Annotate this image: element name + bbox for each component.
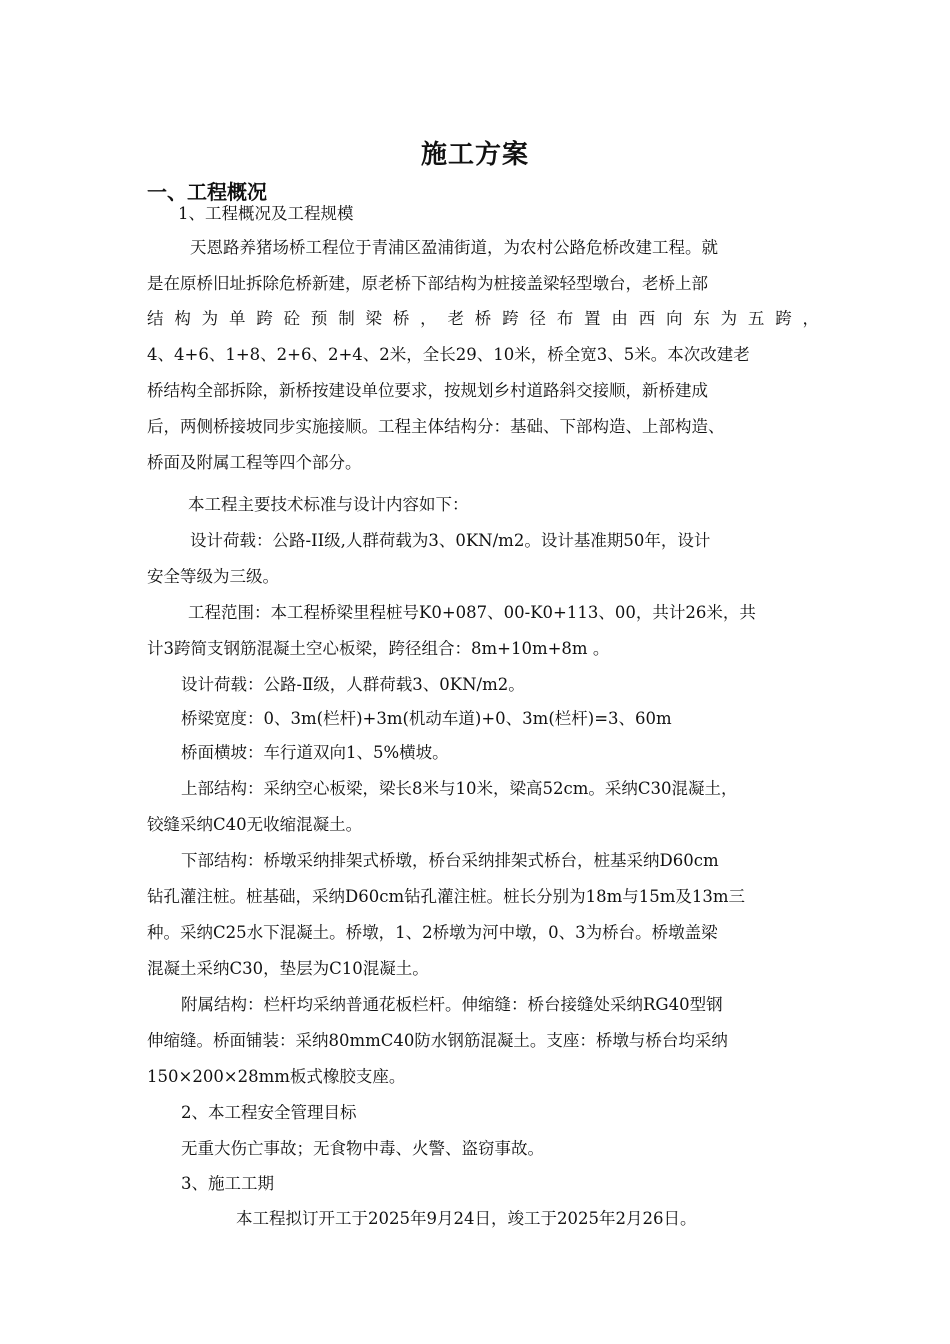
bridge-width: 桥梁宽度：0、3m(栏杆)+3m(机动车道)+0、3m(栏杆)=3、60m [181, 709, 672, 728]
paragraph-line: 桥结构全部拆除，新桥按建设单位要求，按规划乡村道路斜交接顺，新桥建成 [147, 381, 708, 400]
intro-line: 本工程主要技术标准与设计内容如下： [188, 495, 469, 514]
ancillary-line: 150×200×28mm板式橡胶支座。 [147, 1067, 406, 1086]
paragraph-line: 后，两侧桥接坡同步实施接顺。工程主体结构分：基础、下部构造、上部构造、 [147, 417, 725, 436]
design-load-line: 设计荷载：公路-II级,人群荷载为3、0KN/m2。设计基准期50年，设计 [190, 531, 711, 550]
safety-goal: 无重大伤亡事故；无食物中毒、火警、盗窃事故。 [181, 1139, 544, 1158]
design-load-line: 安全等级为三级。 [147, 567, 279, 586]
superstructure-line: 铰缝采纳C40无收缩混凝土。 [147, 815, 363, 834]
subheading-schedule: 3、施工工期 [181, 1174, 274, 1193]
paragraph-line: 是在原桥旧址拆除危桥新建，原老桥下部结构为桩接盖梁轻型墩台，老桥上部 [147, 274, 708, 293]
page-title: 施工方案 [420, 140, 529, 170]
subheading-overview: 1、工程概况及工程规模 [178, 204, 354, 223]
section-heading: 一、工程概况 [147, 180, 267, 204]
substructure-line: 种。采纳C25水下混凝土。桥墩，1、2桥墩为河中墩，0、3为桥台。桥墩盖梁 [147, 923, 718, 942]
paragraph-line: 天恩路养猪场桥工程位于青浦区盈浦街道，为农村公路危桥改建工程。就 [190, 238, 718, 257]
superstructure-line: 上部结构：采纳空心板梁，梁长8米与10米，梁高52cm。采纳C30混凝土， [181, 779, 738, 798]
cross-slope: 桥面横坡：车行道双向1、5%横坡。 [181, 743, 449, 762]
paragraph-line: 桥面及附属工程等四个部分。 [147, 453, 362, 472]
paragraph-line: 4、4+6、1+8、2+6、2+4、2米，全长29、10米，桥全宽3、5米。本次改建老 [147, 345, 750, 364]
subheading-safety: 2、本工程安全管理目标 [181, 1103, 357, 1122]
substructure-line: 钻孔灌注桩。桩基础，采纳D60cm钻孔灌注桩。桩长分别为18m与15m及13m三 [147, 887, 746, 906]
scope-line: 工程范围：本工程桥梁里程桩号K0+087、00-K0+113、00，共计26米，共 [188, 603, 756, 622]
design-load-2: 设计荷载：公路-Ⅱ级，人群荷载3、0KN/m2。 [181, 675, 525, 694]
substructure-line: 下部结构：桥墩采纳排架式桥墩，桥台采纳排架式桥台，桩基采纳D60cm [181, 851, 719, 870]
ancillary-line: 附属结构：栏杆均采纳普通花板栏杆。伸缩缝：桥台接缝处采纳RG40型钢 [181, 995, 723, 1014]
substructure-line: 混凝土采纳C30，垫层为C10混凝土。 [147, 959, 429, 978]
paragraph-line: 结构为单跨砼预制梁桥，老桥跨径布置由西向东为五跨， [147, 309, 819, 328]
schedule-line: 本工程拟订开工于2025年9月24日，竣工于2025年2月26日。 [236, 1209, 697, 1228]
ancillary-line: 伸缩缝。桥面铺装：采纳80mmC40防水钢筋混凝土。支座：桥墩与桥台均采纳 [147, 1031, 728, 1050]
scope-line: 计3跨简支钢筋混凝土空心板梁，跨径组合：8m+10m+8m 。 [147, 639, 610, 658]
